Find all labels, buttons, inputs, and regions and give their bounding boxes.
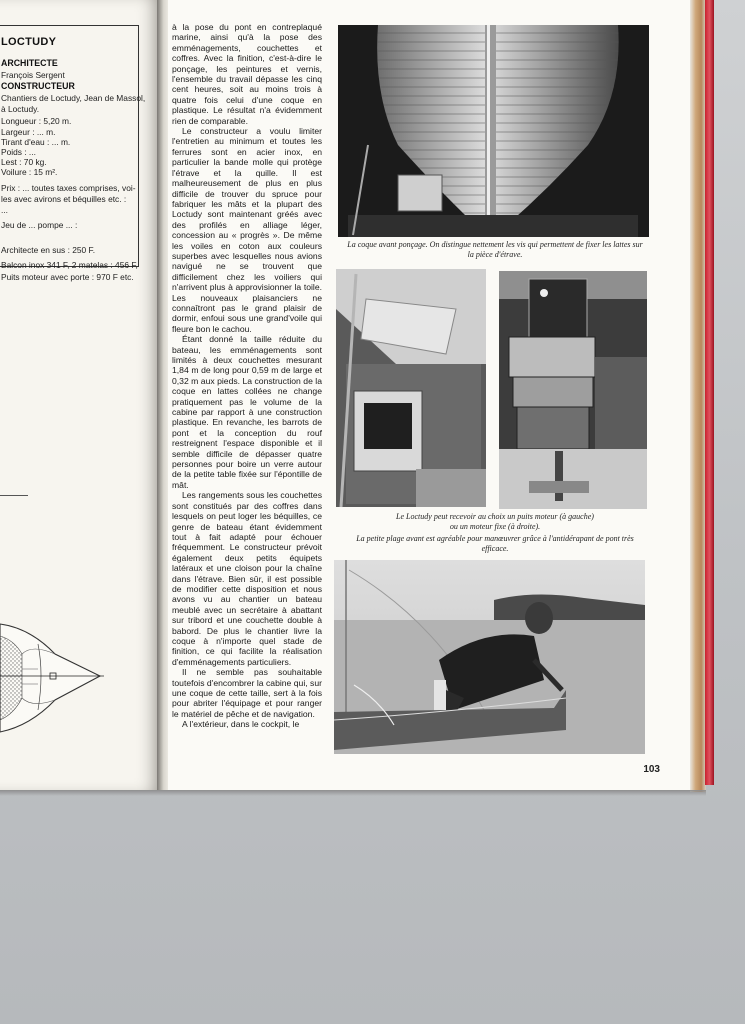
engine-caption-line: ou un moteur fixe (à droite).	[449, 522, 541, 531]
specs-line: Largeur : ... m.	[1, 127, 56, 137]
specs-title: LOCTUDY	[1, 36, 57, 48]
specs-line: Poids : ...	[1, 147, 36, 157]
specs-line: ...	[1, 205, 8, 215]
specs-line: Longueur : 5,20 m.	[1, 116, 72, 126]
foredeck-photo	[334, 560, 645, 754]
page-edges	[690, 0, 706, 792]
specs-line: les avec avirons et béquilles etc. :	[1, 194, 127, 204]
article-paragraph: Étant donné la taille réduite du bateau, les emménagements sont limités à deux couchettes mesurant 1,84 m de long pour 0,59 m de large et 0,32 m aux pieds. La construction de la coque en lattes collées ne change pratiquement pas le volume de la cabine par rapport à une construction plastique. En revanche, les barrots de pont et la conception du rouf restreignent l'espace disponible et il semble difficile de dépasser quatre personnes pour boire un verre autour de la petite table fixée sur l'épontille de mât.	[172, 334, 322, 490]
hull-photo-caption: La coque avant ponçage. On distingue nettement les vis qui permettent de fixer les lattes sur la pièce d'étrave.	[347, 240, 643, 259]
specs-line: Chantiers de Loctudy, Jean de Massol,	[1, 93, 146, 103]
article-column	[172, 22, 322, 760]
page-shadow	[0, 790, 706, 796]
article-paragraph: Le constructeur a voulu limiter l'entretien au minimum et toutes les ferrures sont en acier inox, en particulier la bande molle qui protège l'étrave et la quille. Il est malheureusement de plus en plus difficile de trouver du spruce pour fabriquer les mâts et la plupart des Loctudy sont maintenant gréés avec des profilés en alliage léger, concession au « progrès ». De même les voiles en coton aux couleurs superbes avec lesquelles nous avions navigué ne se trouvent que difficilement chez les voiliers qui n'arrivent plus à approvisionner la toile. Les nouveaux plaisanciers ne connaîtront pas le grand plaisir de dormir, enfoui sous une grand'voile qui fleure bon le cachou.	[172, 126, 322, 334]
specs-box	[0, 25, 146, 282]
article-paragraph: Les rangements sous les couchettes sont constitués par des coffres dans lesquels on peut loger les béquilles, ce genre de bateau étant évidemment tout à fait adapté pour échouer fréquemment. Le constructeur prévoit également deux petits équipets latéraux et une cloison pour la chaîne dans l'étrave. Bien sûr, il est possible de modifier cette disposition et nous avons vu au chantier un bateau meublé avec un secrétaire à abattant sur tribord et une couchette double à babord. De plus le chantier livre la coque à n'importe quel stade de finition, ce qui facilite la réalisation d'emménagements particuliers.	[172, 490, 322, 667]
page-number: 103	[643, 764, 660, 775]
specs-line: Prix : ... toutes taxes comprises, voi-	[1, 183, 136, 193]
specs-line: François Sergent	[1, 70, 65, 80]
hull-plan-drawing	[0, 614, 108, 744]
cover-edge	[705, 0, 714, 785]
article-paragraph: Il ne semble pas souhaitable toutefois d'encombrer la cabine qui, sur une coque de cette taille, sert à la fois pour abriter l'équipage et pour ranger le matériel de pêche et de navigation.	[172, 667, 322, 719]
specs-heading: CONSTRUCTEUR	[1, 81, 75, 91]
specs-line: à Loctudy.	[1, 104, 40, 114]
specs-heading: ARCHITECTE	[1, 58, 58, 68]
specs-line: Puits moteur avec porte : 970 F etc.	[1, 272, 134, 282]
specs-line: Voilure : 15 m².	[1, 167, 58, 177]
foredeck-photo-caption: La petite plage avant est agréable pour manœuvrer grâce à l'antidérapant de pont très efficace.	[356, 534, 634, 553]
article-paragraph: à la pose du pont en contreplaqué marine, ainsi qu'à la pose des emménagements, couchettes et coffres. Avec la finition, c'est-à-dire le ponçage, les peintures et vernis, l'ensemble du travail dépasse les cinq cent heures, soit au moins trois à quatre fois celui d'une coque en plastique. Le résultat n'a évidemment rien de comparable.	[172, 22, 322, 126]
specs-line: Jeu de ... pompe ... :	[1, 220, 78, 230]
specs-line: Lest : 70 kg.	[1, 157, 47, 167]
divider	[0, 495, 28, 496]
specs-line: Balcon inox 341 F, 2 matelas : 456 F,	[1, 260, 138, 270]
specs-line: Tirant d'eau : ... m.	[1, 137, 71, 147]
left-page	[0, 0, 160, 790]
fixed-engine-photo	[499, 271, 647, 509]
article-paragraph: A l'extérieur, dans le cockpit, le	[182, 719, 300, 730]
hull-photo	[338, 25, 649, 237]
engine-well-photo	[336, 269, 486, 507]
engine-caption-line: Le Loctudy peut recevoir au choix un puits moteur (à gauche)	[396, 512, 594, 521]
engine-photos-caption	[344, 512, 646, 532]
specs-line: Architecte en sus : 250 F.	[1, 245, 96, 255]
